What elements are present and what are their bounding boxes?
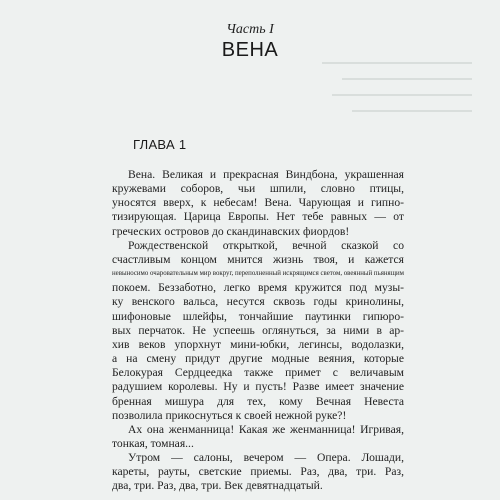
show-through-mark	[332, 94, 472, 96]
text-line: шифоновые шлейфы, тончайшие паутинки гипюро-	[112, 309, 404, 323]
text-line: кареты, рауты, светские приемы. Раз, два, три. Раз,	[112, 465, 404, 479]
show-through-mark	[342, 78, 472, 80]
text-line: Рождественской открыткой, вечной сказкой со	[128, 238, 404, 252]
text-line: невыносимо очаровательным мир вокруг, переполненный искрящимся светом, овеянный пьянящим	[112, 270, 404, 278]
show-through-mark	[322, 62, 472, 64]
text-line: хив веков упорхнут мини-юбки, легинсы, водолазки,	[112, 337, 404, 351]
text-line: вых перчаток. Не успеешь оглянуться, за ними в ар-	[112, 323, 404, 337]
chapter-title: ГЛАВА 1	[133, 137, 187, 152]
text-line: Вена. Великая и прекрасная Виндбона, украшенная	[128, 168, 404, 181]
text-line: а на смену придут другие модные веяния, которые	[112, 352, 404, 366]
part-title: ВЕНА	[221, 39, 279, 61]
text-line: бренная мишура для тех, кому Вечная Невеста	[112, 394, 404, 408]
show-through-mark	[352, 110, 472, 112]
text-line: Белокурая Сердцеедка также примет с величавым	[112, 366, 404, 380]
text-line: покоем. Беззаботно, легко время кружится под музы-	[112, 281, 404, 295]
chapter-body	[112, 168, 404, 494]
text-line: тонкая, томная...	[112, 436, 194, 450]
text-line: уносятся вверх, к небесам! Вена. Чарующая и гипно-	[112, 196, 404, 210]
text-line: счастливым концом мнится жизнь твоя, и кажется	[112, 252, 404, 266]
text-line: позволила прикоснуться к своей нежной руке?!	[112, 408, 347, 422]
text-line: Ах она женманница! Какая же женманница! Игривая,	[128, 422, 404, 436]
text-line: тизирующая. Царица Европы. Нет тебе равных — от	[112, 210, 404, 224]
text-line: Утром — салоны, вечером — Опера. Лошади,	[128, 451, 404, 465]
text-line: ку венского вальса, несутся сквозь годы кринолины,	[112, 295, 404, 309]
part-label: Часть I	[226, 22, 274, 37]
text-line: два, три. Раз, два, три. Век девятнадцатый.	[112, 479, 323, 493]
text-line: радушием королевы. Ну и пусть! Разве имеет значение	[112, 380, 404, 394]
text-line: греческих островов до скандинавских фиордов!	[112, 224, 350, 238]
text-line: кружевами соборов, чьи шпили, словно птицы,	[112, 182, 404, 196]
